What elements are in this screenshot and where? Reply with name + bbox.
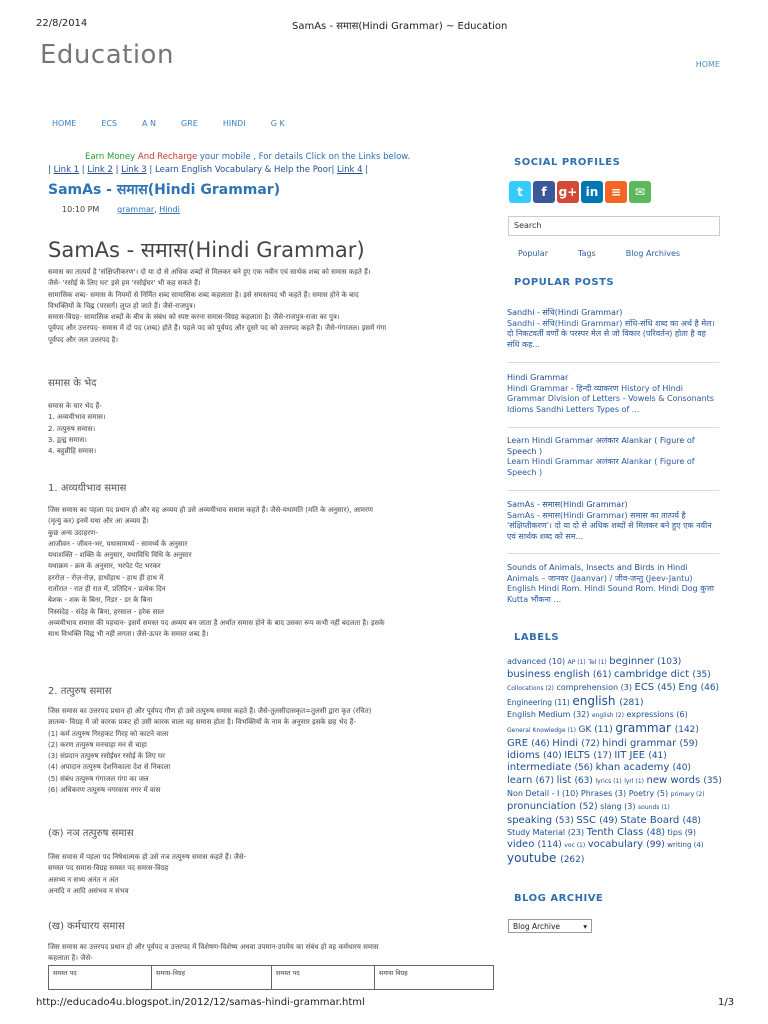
link-1[interactable]: Link 1 [53,165,80,175]
label-tag[interactable]: video (114) [507,839,562,851]
popular-posts-heading: POPULAR POSTS [514,277,615,288]
text-line: (1) कर्म तत्पुरुष गिरहकट गिरह को काटने वाला [48,729,169,738]
print-date: 22/8/2014 [36,18,88,29]
nav-item[interactable]: ECS [101,119,117,128]
nav-item[interactable]: HOME [52,119,77,128]
social-profiles-heading: SOCIAL PROFILES [514,157,621,168]
text-line: पूर्वपद और उत्तरपद- समास में दो पद (शब्द) होते हैं। पहले पद को पूर्वपद और दूसरे पद को उत्तरपद कहते हैं। जैसे-गंगाजल। इसमें गंगा [48,324,387,333]
label-tag[interactable]: new words (35) [646,774,722,786]
label-tag[interactable]: grammar (142) [615,721,699,736]
table-cell: समास विग्रह [374,966,493,990]
text-line: निस्संदेह - संदेह के बिना, हरसाल - हरेक साल [48,607,164,616]
text-line: बेशक - शक के बिना, निडर - डर के बिना [48,596,153,605]
text-line: सामासिक शब्द- समास के नियमों से निर्मित शब्द सामासिक शब्द कहलाता है। इसे समस्तपद भी कहते हैं। समास होने के बाद [48,290,359,299]
table-cell: समस्त पद [49,966,152,990]
text-line: अनादि न आदि असंभव न संभव [48,886,129,895]
label-tag[interactable]: GK (11) [578,725,613,736]
post-meta: 10:10 PM grammar, Hindi [62,205,180,214]
label-tag[interactable]: slang (3) [600,802,636,812]
label-tag[interactable]: Phrases (3) [580,788,627,798]
types-list [48,401,488,457]
label-link[interactable]: Hindi [159,205,180,214]
label-tag[interactable]: ECS (45) [634,681,676,693]
label-tag[interactable]: beginner (103) [609,656,682,667]
text-line: जिस समास में पहला पद निषेधात्मक हो उसे नञ तत्पुरुष समास कहते हैं। जैसे- [48,853,247,861]
section-heading: 1. अव्ययीभाव समास [48,483,127,494]
text-line: कुछ अन्य उदाहरण- [48,528,98,537]
label-tag[interactable]: idioms (40) [507,750,562,762]
nav-item[interactable]: G K [270,119,285,128]
label-tag[interactable]: IELTS (17) [564,750,612,762]
label-tag[interactable]: General Knowledge (1) [507,727,576,735]
print-page: 1/3 [718,997,735,1008]
post-title[interactable]: SamAs - समास(Hindi Grammar) [48,182,281,198]
links-line: | Link 1 | Link 2 | Link 3 | Learn English Vocabulary & Help the Poor| Link 4 | [48,165,369,175]
text-line: जिस समास का पहला पद प्रधान हो और वह अव्यय हो उसे अव्ययीभाव समास कहते हैं। जैसे-यथामति (मति के अनुसार), आमरण [48,506,373,514]
linkedin-icon[interactable]: in [581,181,603,203]
label-tag[interactable]: speaking (53) [507,814,574,826]
intro-paragraph [48,267,488,346]
label-tag[interactable]: comprehension (3) [556,682,632,692]
section-text [48,706,488,796]
label-tag[interactable]: pronunciation (52) [507,801,598,813]
label-tag[interactable]: tips (9) [667,827,697,837]
home-link[interactable]: HOME [695,60,720,69]
section-text [48,942,488,965]
label-tag[interactable]: voc (1) [564,842,586,850]
blog-archive-select[interactable]: Blog Archive ▾ [508,919,592,933]
label-tag[interactable]: State Board (48) [620,814,701,826]
table-cell: समस्त पद [271,966,374,990]
tab-popular[interactable]: Popular [518,249,548,258]
label-tag[interactable]: cambridge dict (35) [613,669,711,681]
nav-item[interactable]: A N [142,119,156,128]
search-input[interactable]: Search [508,216,720,236]
text-line: ज्ञातव्य- विग्रह में जो कारक प्रकट हो उसी कारक वाला वह समास होता है। विभक्तियों के नाम के अनुसार इसके छह भेद हैं- [48,718,356,727]
label-tag[interactable]: Non Detail - I (10) [507,788,579,798]
text-line: हररोज़ - रोज़-रोज़, हाथोंहाथ - हाथ ही हाथ में [48,573,164,582]
text-line: यथाक्रम - क्रम के अनुसार, भरपेट पेट भरकर [48,562,161,571]
tab-tags[interactable]: Tags [578,249,596,258]
label-tag[interactable]: business english (61) [507,669,612,681]
googleplus-icon[interactable]: g+ [557,181,579,203]
text-line: (6) अधिकरण तत्पुरुष नगरवास नगर में वास [48,786,161,795]
divider [507,553,719,554]
text-line: पूर्वपद और जल उत्तरपद है। [48,335,119,344]
main-nav [52,119,310,128]
text-line: अव्ययीभाव समास की पहचान- इसमें समस्त पद अव्यय बन जाता है अर्थात समास होने के बाद उसका रूप कभी नहीं बदलता है। इसके [48,618,385,627]
text-line: (3) संप्रदान तत्पुरुष रसोईघर रसोई के लिए घर [48,752,165,761]
label-tag[interactable]: youtube (262) [507,851,585,866]
label-tag[interactable]: advanced (10) [507,657,566,666]
label-tag[interactable]: khan academy (40) [595,762,691,774]
social-icons [509,181,651,203]
popular-post[interactable]: Sandhi - संधि(Hindi Grammar) Sandhi - संधि(Hindi Grammar) संधि-संधि शब्द का अर्थ है मेल। दो निकटवर्ती वर्णों के परस्पर मेल से जो विकार (परिवर्तन) होता है वह संधि कह... [507,308,715,349]
site-title[interactable]: Education [40,40,174,70]
link-3[interactable]: Link 3 [121,165,147,175]
print-url: http://educado4u.blogspot.in/2012/12/samas-hindi-grammar.html [36,997,365,1008]
article-heading: SamAs - समास(Hindi Grammar) [48,238,365,262]
divider [507,427,719,428]
label-tag[interactable]: SSC (49) [576,814,618,826]
text-line: जिस समास का उत्तरपद प्रधान हो और पूर्वपद व उत्तरपद में विशेषण-विशेष्य अथवा उपमान-उपमेय का संबंध हो वह कर्मधारय समास [48,943,379,951]
facebook-icon[interactable]: f [533,181,555,203]
label-tag[interactable]: primary (2) [670,790,705,798]
sidebar-tabs [518,249,680,258]
divider [507,490,719,491]
blog-archive-heading: BLOG ARCHIVE [514,893,604,904]
rss-icon[interactable]: ≡ [605,181,627,203]
earn-money-banner[interactable]: Earn Money And Recharge your mobile , For details Click on the Links below. [85,152,411,162]
label-tag[interactable]: IIT JEE (41) [614,750,667,762]
label-tag[interactable]: list (63) [556,774,593,786]
label-tag[interactable]: Tel (1) [588,659,607,666]
text-line: 1. अव्ययीभाव समास। [48,413,106,422]
text-line: रातोंरात - रात ही रात में, प्रतिदिन - प्रत्येक दिन [48,585,166,594]
text-line: 3. द्वन्द्व समास। [48,435,87,444]
section-heading: समास के भेद [48,378,97,389]
nav-item[interactable]: GRE [181,119,198,128]
section-heading: (ख) कर्मधारय समास [48,921,125,932]
text-line: कहलाता है। जैसे- [48,954,93,963]
label-tag[interactable]: expressions (6) [626,710,688,720]
table-cell: समास-विग्रह [151,966,271,990]
label-tag[interactable]: Engineering (11) [507,697,570,707]
label-tag[interactable]: Poetry (5) [628,788,669,798]
tab-blog-archives[interactable]: Blog Archives [625,249,681,258]
twitter-icon[interactable]: t [509,181,531,203]
text-line: जिस समास का उत्तरपद प्रधान हो और पूर्वपद गौण हो उसे तत्पुरुष समास कहते हैं। जैसे-तुलसीदासकृत=तुलसी द्वारा कृत (रचित) [48,707,372,715]
popular-post[interactable]: Learn Hindi Grammar अलंकार Alankar ( Figure of Speech ) Learn Hindi Grammar अलंकार Alankar ( Figure of Speech ) [507,436,695,477]
label-tag[interactable]: Eng (46) [678,681,720,693]
text-line: (5) संबंध तत्पुरुष गंगाजल गंगा का जल [48,774,149,783]
label-tag[interactable]: english (281) [572,693,644,708]
divider [507,362,719,363]
print-title: SamAs - समास(Hindi Grammar) ~ Education [292,21,508,32]
dropdown-arrow-icon: ▾ [583,921,587,931]
label-tag[interactable]: GRE (46) [507,737,550,749]
nav-item[interactable]: HINDI [222,119,246,128]
popular-post[interactable]: Hindi Grammar Hindi Grammar - हिन्दी व्याकरण History of Hindi Grammar Division of Letters - Vowels & Consonants Idioms Sandhi Letters Types of ... [507,373,714,414]
labels-heading: LABELS [514,632,560,643]
labels-cloud [507,656,722,867]
text-line: असभ्य न सभ्य अनंत न अंत [48,875,119,884]
text-line: समास का तात्पर्य है 'संक्षिप्तीकरण'। दो या दो से अधिक शब्दों से मिलकर बने हुए एक नवीन एवं सार्थक शब्द को समास कहते हैं। [48,268,371,276]
label-tag[interactable]: learn (67) [507,774,555,786]
label-tag[interactable]: sounds (1) [638,804,670,812]
text-line: समास-विग्रह- सामासिक शब्दों के बीच के संबंध को स्पष्ट करना समास-विग्रह कहलाता है। जैसे-राजपुत्र-राजा का पुत्र। [48,313,340,322]
text-line: आजीवन - जीवन-भर, यथासामर्थ्य - सामर्थ्य के अनुसार [48,539,188,548]
label-tag[interactable]: vocabulary (99) [587,839,665,851]
text-line: यथाशक्ति - शक्ति के अनुसार, यथाविधि विधि के अनुसार [48,551,192,560]
label-tag[interactable]: AP (1) [567,659,586,666]
text-line: समास के चार भेद हैं- [48,402,102,410]
text-line: विभक्तियों के चिह्न (परसर्ग) लुप्त हो जाते हैं। जैसे-राजपुत्र। [48,301,196,310]
text-line: जैसे- 'रसोई के लिए घर' इसे हम 'रसोईघर' भी कह सकते हैं। [48,279,201,288]
text-line: (2) करण तत्पुरुष मनचाहा मन से चाहा [48,740,147,749]
section-heading: 2. तत्पुरुष समास [48,686,112,697]
label-tag[interactable]: lyrics (1) [595,777,622,785]
label-tag[interactable]: Hindi (72) [552,737,600,749]
text-line: (मृत्यु कर) इनमें यथा और आ अव्यय हैं। [48,517,149,526]
text-line: समस्त पद समास-विग्रह समस्त पद समास-विग्रह [48,864,169,873]
samas-table [48,965,494,990]
section-heading: (क) नञ तत्पुरुष समास [48,828,134,839]
link-4[interactable]: Link 4 [337,165,363,175]
section-text [48,852,488,897]
popular-post[interactable]: SamAs - समास(Hindi Grammar) SamAs - समास(Hindi Grammar) समास का तात्पर्य है 'संक्षिप्तीकरण'। दो या दो से अधिक शब्दों से मिलकर बने हुए एक नवीन एवं सार्थक शब्द को सम... [507,500,712,541]
label-tag[interactable]: intermediate (56) [507,762,594,774]
email-icon[interactable]: ✉ [629,181,651,203]
label-tag[interactable]: english (2) [591,712,624,720]
label-link[interactable]: grammar [117,205,155,214]
label-tag[interactable]: Collocations (2) [507,684,554,692]
label-tag[interactable]: Study Material (23) [507,827,585,837]
text-line: साथ विभक्ति चिह्न भी नहीं लगता। जैसे-ऊपर के समस्त शब्द है। [48,630,209,639]
label-tag[interactable]: hindi grammar (59) [602,737,698,749]
text-line: 4. बहुव्रीहि समास। [48,447,97,456]
label-tag[interactable]: writing (4) [667,841,704,850]
section-text [48,505,488,641]
label-tag[interactable]: lyrl (1) [624,777,644,785]
link-2[interactable]: Link 2 [87,165,113,175]
popular-post[interactable]: Sounds of Animals, Insects and Birds in Hindi Animals – जानवर (Jaanvar) / जीव-जन्तु (Jeev-Jantu) English Hindi Rom. Hindi Sound Rom. Hindi Dog कुत्ता Kutta भौंकना ... [507,563,714,604]
label-tag[interactable]: Tenth Class (48) [586,826,665,838]
label-tag[interactable]: English Medium (32) [507,710,590,720]
text-line: (4) अपादान तत्पुरुष देशनिकाला देश से निकाला [48,763,171,772]
text-line: 2. तत्पुरुष समास। [48,424,96,433]
